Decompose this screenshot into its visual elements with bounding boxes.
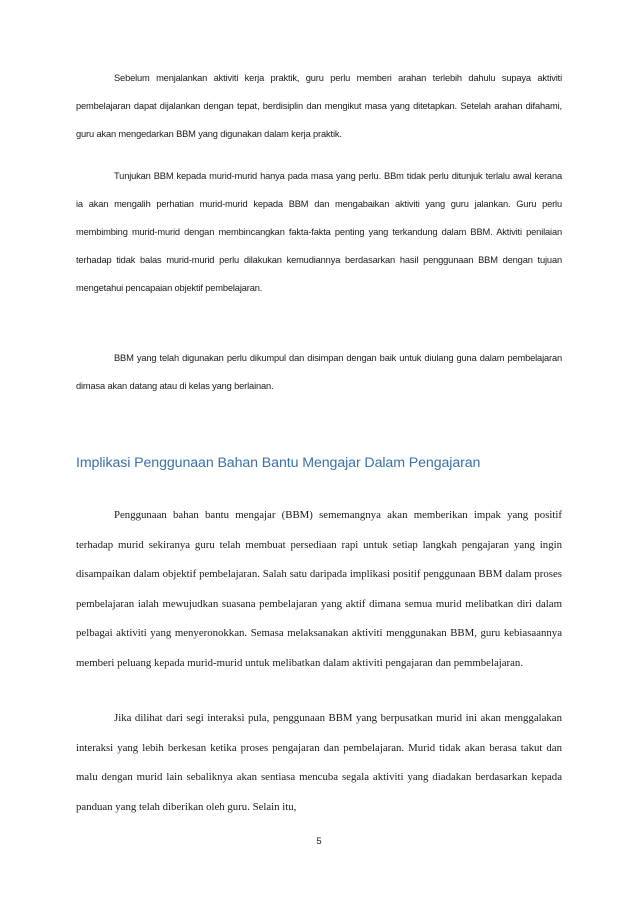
paragraph-implikasi-positif: Penggunaan bahan bantu mengajar (BBM) sememangnya akan memberikan impak yang positif terhadap murid sekiranya guru telah membuat persediaan rapi untuk setiap langkah pengajaran yang ingin disampaikan dalam objektif pembelajaran. Salah satu daripada implikasi positif penggunaan BBM dalam proses pembelajaran ialah mewujudkan suasana pembelajaran yang aktif dimana semua murid melibatkan diri dalam pelbagai aktiviti yang menyeronokkan. Semasa melaksanakan aktiviti menggunakan BBM, guru kebiasaannya memberi peluang kepada murid-murid untuk melibatkan dalam aktiviti pengajaran dan pemmbelajaran. xyxy=(76,509,562,669)
section-heading: Implikasi Penggunaan Bahan Bantu Mengajar Dalam Pengajaran xyxy=(76,455,481,471)
page-number: 5 xyxy=(316,836,322,847)
paragraph-tunjukan-bbm: Tunjukan BBM kepada murid-murid hanya pada masa yang perlu. BBm tidak perlu ditunjuk terlalu awal kerana ia akan mengalih perhatian murid-murid kepada BBM dan mengabaikan aktiviti yang guru jalankan. Guru perlu membimbing murid-murid dengan membincangkan fakta-fakta penting yang terkandung dalam BBM. Aktiviti penilaian terhadap tidak balas murid-murid perlu dilakukan kemudiannya berdasarkan hasil penggunaan BBM dengan tujuan mengetahui pencapaian objektif pembelajaran. xyxy=(76,171,562,293)
paragraph-bbm-disimpan: BBM yang telah digunakan perlu dikumpul dan disimpan dengan baik untuk diulang guna dalam pembelajaran dimasa akan datang atau di kelas yang berlainan. xyxy=(76,353,562,391)
paragraph-interaksi: Jika dilihat dari segi interaksi pula, penggunaan BBM yang berpusatkan murid ini akan menggalakan interaksi yang lebih berkesan ketika proses pengajaran dan pembelajaran. Murid tidak akan berasa takut dan malu dengan murid lain sebaliknya akan sentiasa mencuba segala aktiviti yang diadakan berdasarkan kepada panduan yang telah diberikan oleh guru. Selain itu, xyxy=(76,712,562,813)
paragraph-arahan: Sebelum menjalankan aktiviti kerja praktik, guru perlu memberi arahan terlebih dahulu supaya aktiviti pembelajaran dapat dijalankan dengan tepat, berdisiplin dan mengikut masa yang ditetapkan. Setelah arahan difahami, guru akan mengedarkan BBM yang digunakan dalam kerja praktik. xyxy=(76,73,562,139)
